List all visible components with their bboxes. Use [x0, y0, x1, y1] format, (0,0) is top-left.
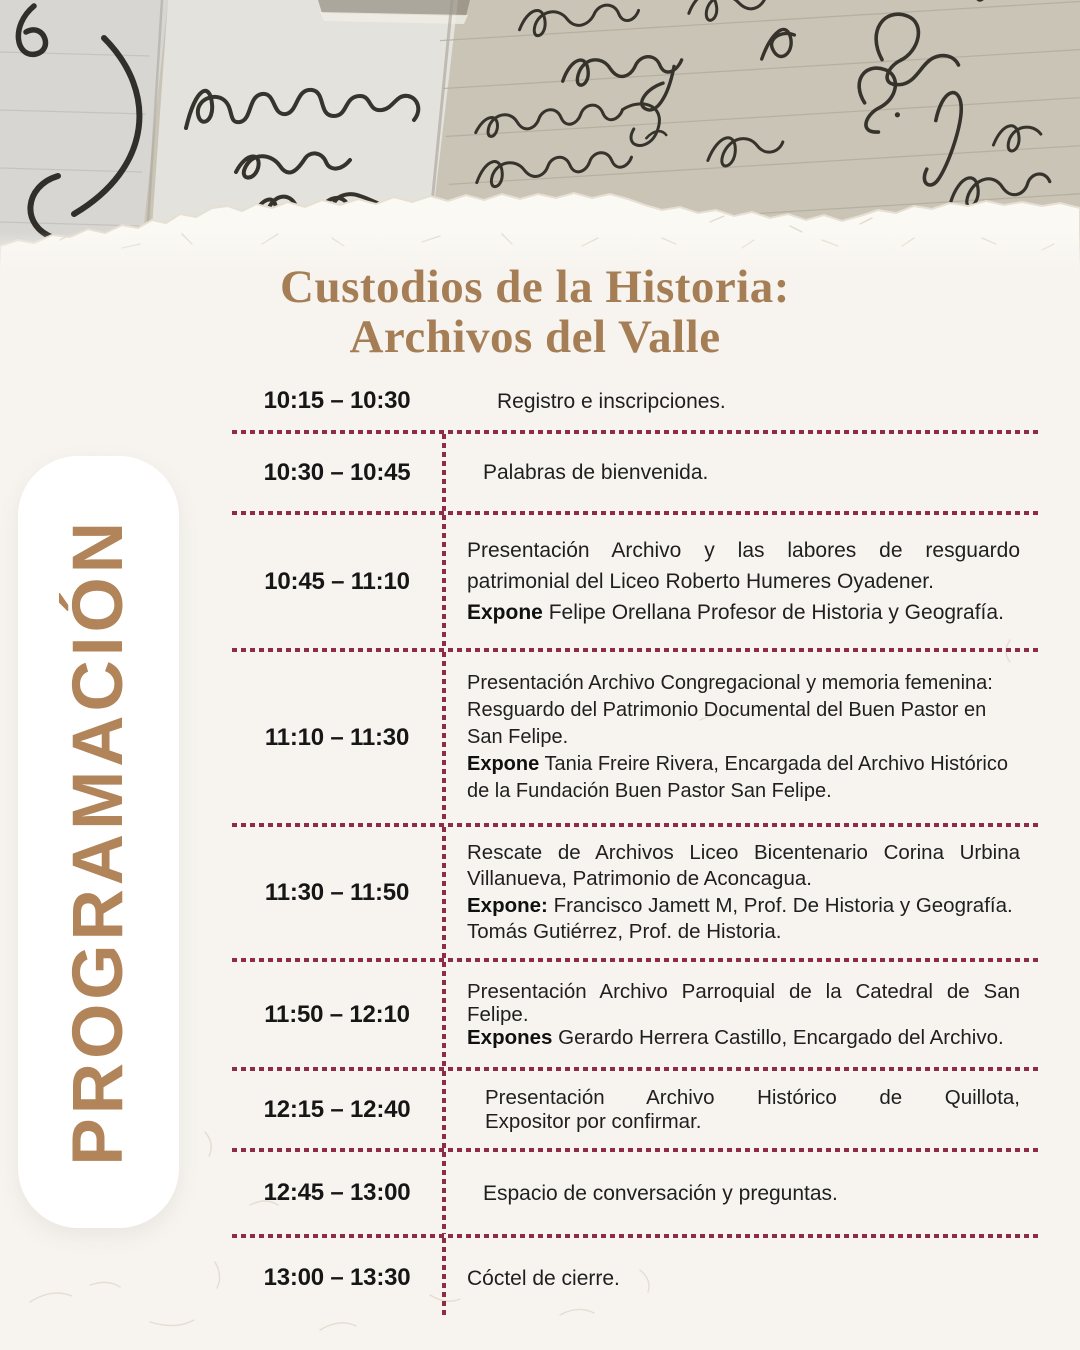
schedule — [232, 372, 1038, 1318]
title-line-1: Custodios de la Historia: — [280, 261, 790, 313]
time-range: 12:45 – 13:00 — [263, 1179, 411, 1206]
program-sidebar-label: PROGRAMACIÓN — [59, 518, 138, 1166]
description-paragraph — [497, 386, 1020, 417]
description-text: Palabras de bienvenida. — [483, 461, 709, 484]
schedule-row — [232, 515, 1038, 648]
session-description — [446, 962, 1038, 1067]
time-range: 10:45 – 11:10 — [264, 567, 410, 595]
description-paragraph — [467, 597, 1020, 628]
manuscripts-photo — [0, 0, 1080, 270]
session-description — [446, 652, 1038, 823]
session-description — [446, 372, 1038, 430]
session-description — [446, 1238, 1038, 1318]
title-line-2: Archivos del Valle — [349, 311, 721, 363]
session-description — [446, 827, 1038, 958]
schedule-row — [232, 962, 1038, 1067]
session-description — [446, 515, 1038, 648]
time-range: 11:10 – 11:30 — [264, 723, 410, 751]
schedule-row — [232, 827, 1038, 958]
description-paragraph — [467, 1263, 1020, 1294]
schedule-row — [232, 372, 1038, 430]
session-description — [446, 1071, 1038, 1148]
time-range: 10:30 – 10:45 — [263, 458, 411, 486]
speaker-label: Expone — [467, 753, 540, 775]
description-paragraph — [467, 919, 1020, 946]
description-text: Gerardo Herrera Castillo, Encargado del Archivo. — [552, 1026, 1004, 1049]
description-paragraph — [483, 1178, 1020, 1209]
time-range: 10:15 – 10:30 — [263, 387, 411, 414]
description-text: Tania Freire Rivera, Encargada del Archivo Histórico de la Fundación Buen Pastor San Felipe. — [467, 753, 1008, 802]
description-text: Francisco Jamett M, Prof. De Historia y Geografía. — [547, 893, 1013, 917]
speaker-label: Expone — [467, 601, 543, 624]
speaker-label: Expones — [467, 1026, 553, 1049]
description-text: Cóctel de cierre. — [467, 1266, 620, 1290]
description-paragraph — [485, 1110, 1020, 1134]
description-text: Registro e inscripciones. — [497, 389, 726, 413]
description-paragraph — [467, 751, 1020, 805]
description-text: Espacio de conversación y preguntas. — [483, 1181, 838, 1205]
description-paragraph — [485, 1086, 1020, 1110]
description-paragraph — [467, 535, 1020, 597]
schedule-row — [232, 652, 1038, 823]
description-text: Felipe Orellana Profesor de Historia y Geografía. — [542, 601, 1004, 624]
description-text: Tomás Gutiérrez, Prof. de Historia. — [467, 920, 782, 943]
description-text: Presentación Archivo Congregacional y memoria femenina: Resguardo del Patrimonio Documental del Buen Pastor en San Felipe. — [467, 672, 993, 748]
description-text: Presentación Archivo y las labores de resguardo patrimonial del Liceo Roberto Humeres Oyadener. — [467, 539, 1020, 593]
description-paragraph — [467, 893, 1020, 920]
schedule-row — [232, 434, 1038, 511]
description-paragraph — [467, 670, 1020, 751]
schedule-row — [232, 1071, 1038, 1148]
time-range: 11:30 – 11:50 — [264, 878, 410, 906]
description-text: Presentación Archivo Parroquial de la Catedral de San Felipe. — [467, 980, 1020, 1026]
schedule-row — [232, 1152, 1038, 1234]
schedule-row — [232, 1238, 1038, 1318]
page-title — [228, 262, 842, 362]
program-sidebar-pill — [18, 456, 179, 1228]
description-paragraph — [467, 980, 1020, 1026]
description-text: Presentación Archivo Histórico de Quillota, — [485, 1085, 1020, 1109]
session-description — [446, 1152, 1038, 1234]
speaker-label: Expone: — [467, 893, 548, 917]
description-paragraph — [467, 840, 1020, 893]
time-range: 13:00 – 13:30 — [263, 1264, 411, 1291]
time-range: 12:15 – 12:40 — [263, 1095, 411, 1123]
description-text: Rescate de Archivos Liceo Bicentenario Corina Urbina Villanueva, Patrimonio de Aconcagua. — [467, 840, 1020, 890]
session-description — [446, 434, 1038, 511]
time-range: 11:50 – 12:10 — [264, 1000, 410, 1028]
description-paragraph — [467, 1026, 1020, 1049]
description-text: Expositor por confirmar. — [485, 1109, 702, 1133]
description-paragraph — [483, 457, 1020, 488]
